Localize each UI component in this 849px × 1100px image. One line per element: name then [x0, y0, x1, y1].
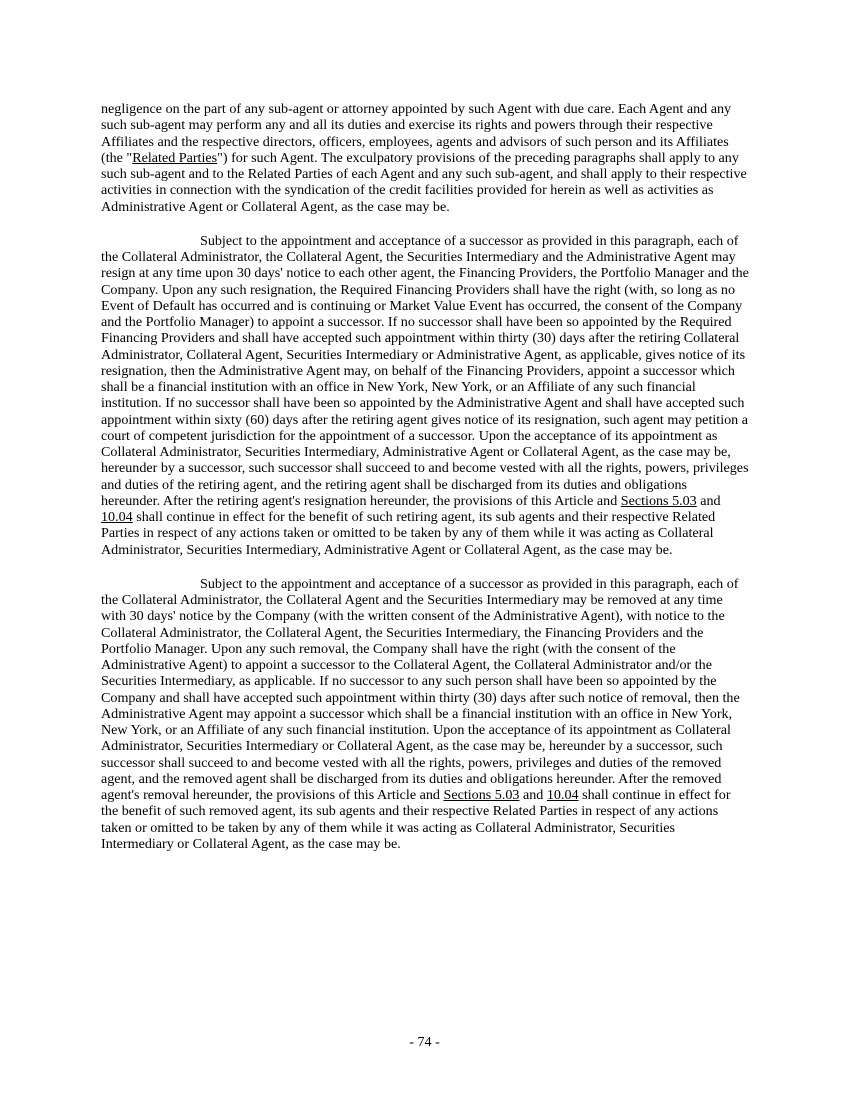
text-run: ") for such Agent. The exculpatory provisions of the preceding paragraphs shall apply to any such sub-agent and to the Related Parties of each Agent and any such sub-agent, and shall apply to their respective activities in connection with the syndication of the credit facilities provided for herein as well as activities as Administrative Agent or Collateral Agent, as the case may be. [101, 149, 747, 215]
page-number: - 74 - [409, 1034, 440, 1050]
paragraph-removal-of-agents [101, 576, 749, 852]
cross-reference: 10.04 [101, 509, 133, 525]
paragraph-resignation-of-agents [101, 233, 749, 558]
text-run: and [519, 787, 547, 803]
cross-reference: 10.04 [546, 787, 579, 803]
text-run: Subject to the appointment and acceptance of a successor as provided in this paragraph, each of the Collateral Administrator, the Collateral Agent, the Securities Intermediary and the Administrative Agent may resign at any time upon 30 days' notice to each other agent, the Financing Providers, the Portfolio Manager and the Company. Upon any such resignation, the Required Financing Providers shall have the right (with, so long as no Event of Default has occurred and is continuing or Market Value Event has occurred, the consent of the Company and the Portfolio Manager) to appoint a successor. If no successor shall have been so appointed by the Required Financing Providers and shall have accepted such appointment within thirty (30) days after the retiring Collateral Administrator, Collateral Agent, Securities Intermediary or Administrative Agent, as applicable, gives notice of its resignation, then the Administrative Agent may, on behalf of the Financing Providers, appoint a successor which shall be a financial institution with an office in New York, New York, or an Affiliate of any such financial institution. If no successor shall have been so appointed by the Administrative Agent and shall have accepted such appointment within sixty (60) days after the retiring agent gives notice of its resignation, such agent may petition a court of competent jurisdiction for the appointment of a successor. Upon the acceptance of its appointment as Collateral Administrator, Securities Intermediary, Administrative Agent or Collateral Agent, as the case may be, hereunder by a successor, such successor shall succeed to and become vested with all the rights, powers, privileges and duties of the retiring agent, and the retiring agent shall be discharged from its duties and obligations hereunder. After the retiring agent's resignation hereunder, the provisions of this Article and [101, 232, 749, 509]
document-body [101, 101, 749, 870]
text-run: and [696, 492, 721, 509]
text-run: Subject to the appointment and acceptance of a successor as provided in this paragraph, each of the Collateral Administrator, the Collateral Agent and the Securities Intermediary may be removed at any time with 30 days' notice by the Company (with the written consent of the Administrative Agent), with notice to the Collateral Administrator, the Collateral Agent, the Securities Intermediary, the Financing Providers and the Portfolio Manager. Upon any such removal, the Company shall have the right (with the consent of the Administrative Agent) to appoint a successor to the Collateral Agent, the Collateral Administrator and/or the Securities Intermediary, as applicable. If no successor to any such person shall have been so appointed by the Company and shall have accepted such appointment within thirty (30) days after such notice of removal, then the Administrative Agent may appoint a successor which shall be a financial institution with an office in New York, New York, or an Affiliate of any such financial institution. Upon the acceptance of its appointment as Collateral Administrator, Securities Intermediary or Collateral Agent, as the case may be, hereunder by a successor, such successor shall succeed to and become vested with all the rights, powers, privileges and duties of the removed agent, and the removed agent shall be discharged from its duties and obligations hereunder. After the removed agent's removal hereunder, the provisions of this Article and [101, 575, 740, 803]
text-run: shall continue in effect for the benefit of such retiring agent, its sub agents and their respective Related Parties in respect of any actions taken or omitted to be taken by any of them while it was acting as Collateral Administrator, Securities Intermediary, Administrative Agent or Collateral Agent, as the case may be. [101, 509, 716, 558]
cross-reference: Sections 5.03 [443, 787, 520, 803]
paragraph-exculpation-continued [101, 101, 749, 215]
text-run: negligence on the part of any sub-agent or attorney appointed by such Agent with due care. Each Agent and any such sub-agent may perform any and all its duties and exercise its rights and powers through their respective Affiliates and the respective directors, officers, employees, agents and advisors of such person and its Affiliates (the " [101, 101, 732, 166]
text-run: shall continue in effect for the benefit of such removed agent, its sub agents and their respective Related Parties in respect of any actions taken or omitted to be taken by any of them while it was acting as Collateral Administrator, Securities Intermediary or Collateral Agent, as the case may be. [101, 787, 731, 852]
cross-reference: Related Parties [132, 149, 218, 166]
cross-reference: Sections 5.03 [620, 492, 697, 509]
